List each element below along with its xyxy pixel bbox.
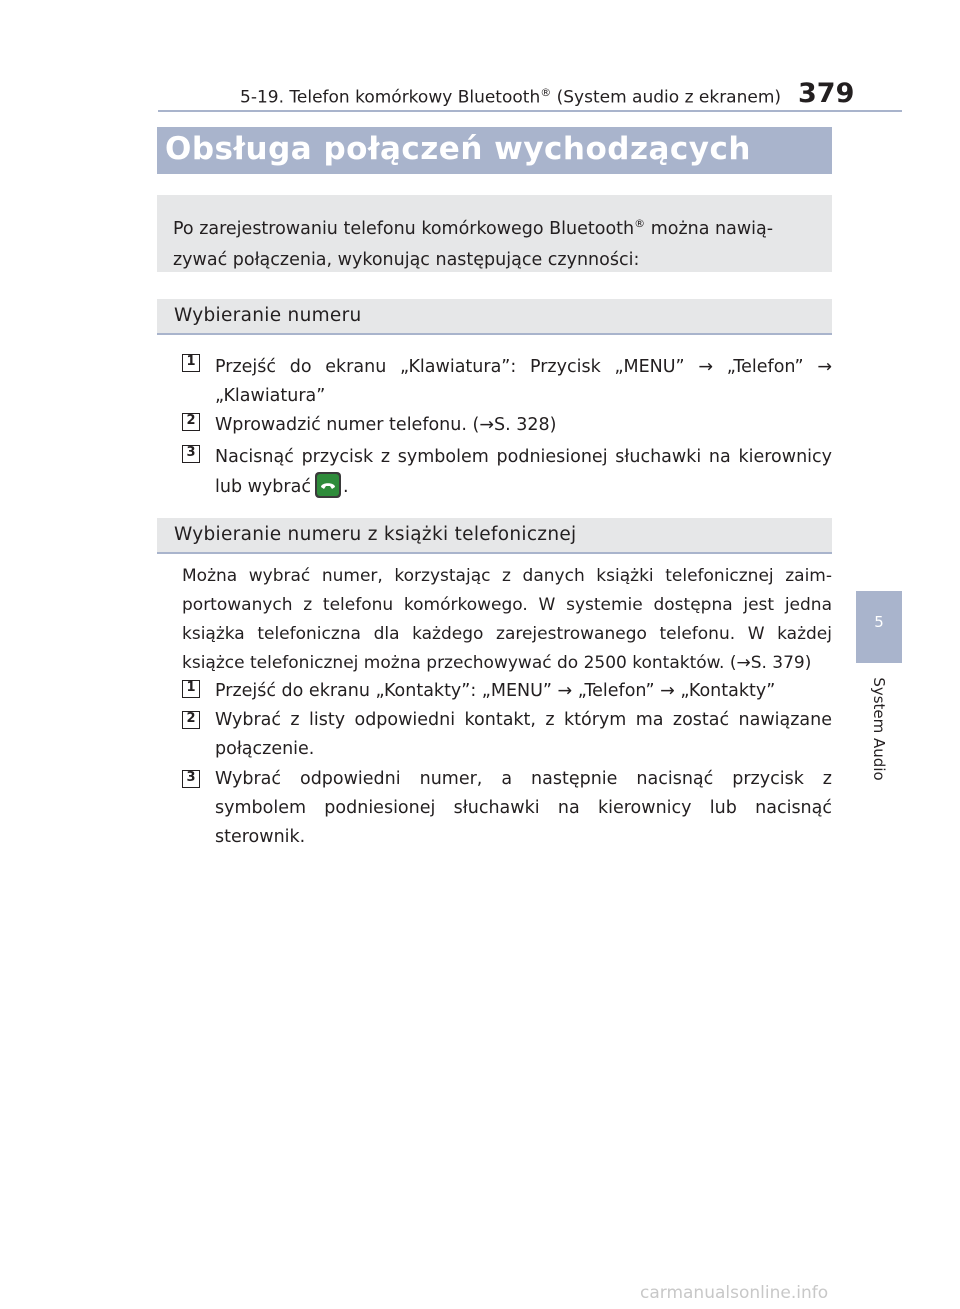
step-number-box: [182, 354, 200, 372]
step-text: Wybrać odpowiedni numer, a następnie nacisnąć przycisk z symbolem podniesionej słuchawki na kierownicy lub nacisnąć sterownik.: [215, 769, 832, 847]
running-header: [240, 86, 781, 108]
header-title-text: 5-19. Telefon komórkowy Bluetooth: [240, 87, 541, 108]
step-number: 1: [186, 354, 196, 369]
step-number: 2: [186, 711, 196, 726]
step-number-box: [182, 711, 200, 729]
subheading-phonebook: [157, 518, 832, 554]
section-title-bar: [157, 127, 832, 174]
chapter-tab-number: 5: [874, 613, 884, 631]
chapter-tab: [856, 591, 902, 663]
phone-call-icon: [315, 472, 341, 498]
intro-registered-mark: ®: [634, 217, 646, 230]
step-text-before: Nacisnąć przycisk z symbolem podniesionej słuchawki na kierownicy lub wybrać: [215, 447, 832, 497]
header-registered-mark: ®: [540, 86, 552, 99]
header-title-rest: (System audio z ekranem): [551, 87, 782, 108]
intro-text-part2: można nawiązywać połączenia, wykonując następujące czynności:: [173, 218, 774, 270]
header-divider: [158, 110, 902, 112]
step-text: Przejść do ekranu „Kontakty”: „MENU” → „Telefon” → „Kontakty”: [215, 681, 776, 701]
step-number: 1: [186, 680, 196, 695]
subheading-phonebook-text: Wybieranie numeru z książki telefonicznej: [174, 524, 577, 545]
step-text-after: .: [342, 477, 349, 497]
phonebook-paragraph: Można wybrać numer, korzystając z danych książki telefonicznej zaimportowanych z telefonu komórkowego. W systemie dostępna jest jedna książka telefoniczna dla każdego zarejestrowanego telefonu. W każdej książce telefonicznej można przechowywać do 2500 kontaktów. (→S. 379): [182, 566, 832, 673]
footer-watermark: carmanualsonline.info: [640, 1283, 829, 1303]
step-text: Wybrać z listy odpowiedni kontakt, z którym ma zostać nawiązane połączenie.: [215, 710, 832, 759]
chapter-side-label: System Audio: [870, 677, 888, 781]
step-number-box: [182, 413, 200, 431]
step-number-box: [182, 770, 200, 788]
subheading-dialing-text: Wybieranie numeru: [174, 305, 362, 326]
step-text: [215, 443, 832, 502]
step-text: Wprowadzić numer telefonu. (→S. 328): [215, 415, 557, 435]
intro-text-part1: Po zarejestrowaniu telefonu komórkowego Bluetooth: [173, 218, 635, 239]
step-number: 2: [186, 413, 196, 428]
subheading-dialing: [157, 299, 832, 335]
intro-text: [173, 208, 818, 276]
step-number: 3: [186, 770, 196, 785]
intro-box: [157, 195, 832, 272]
section-title: Obsługa połączeń wychodzących: [165, 131, 751, 167]
page-number: 379: [798, 78, 855, 109]
step-text: Przejść do ekranu „Klawiatura”: Przycisk „MENU” → „Telefon” → „Klawiatura”: [215, 357, 832, 406]
step-number: 3: [186, 445, 196, 460]
step-number-box: [182, 680, 200, 698]
step-number-box: [182, 445, 200, 463]
